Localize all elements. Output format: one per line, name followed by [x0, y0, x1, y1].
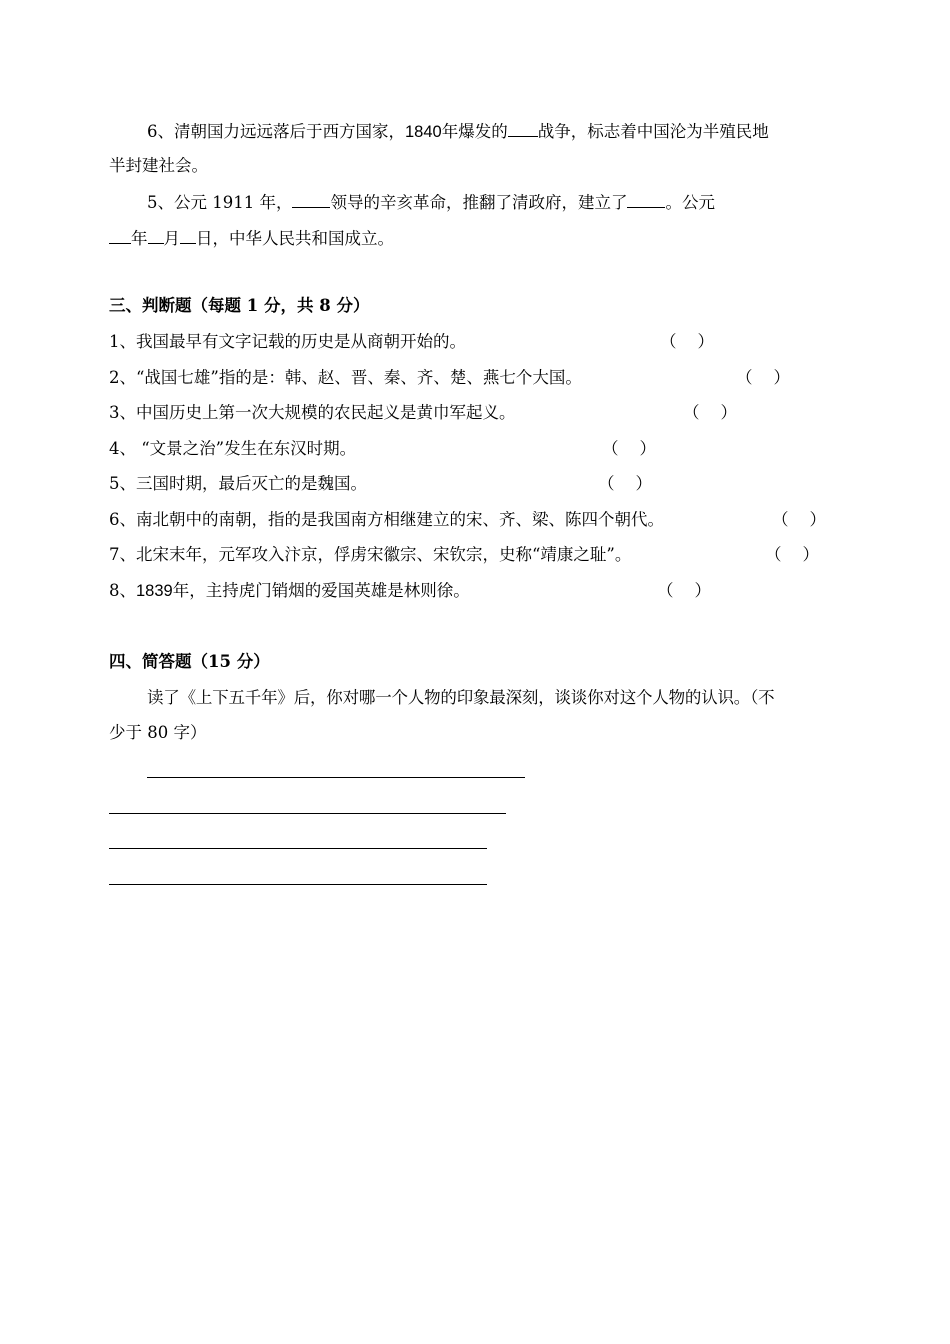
question-5-blank-month[interactable]: [148, 227, 164, 244]
judge-item-4: 4、 “文景之治”发生在东汉时期。: [109, 439, 357, 458]
question-6-year: 1840: [405, 123, 442, 141]
judge-answer-4[interactable]: （ ）: [602, 439, 656, 458]
judge-item-6: 6、南北朝中的南朝，指的是我国南方相继建立的宋、齐、梁、陈四个朝代。: [109, 510, 664, 529]
question-6-text-c: 战争，标志着中国沦为半殖民地: [537, 122, 769, 141]
judge-item-3: 3、中国历史上第一次大规模的农民起义是黄巾军起义。: [109, 403, 516, 422]
judge-item-7: 7、北宋末年，元军攻入汴京，俘虏宋徽宗、宋钦宗，史称“靖康之耻”。: [109, 545, 632, 564]
question-5-text-e: 月: [163, 229, 180, 248]
essay-prompt-line-2: 少于 80 字）: [109, 723, 207, 742]
judge-answer-8[interactable]: （ ）: [657, 581, 711, 600]
question-5-text-b: 领导的辛亥革命，推翻了清政府，建立了: [330, 193, 628, 212]
question-6-line-1: [147, 120, 769, 142]
question-6-text-d: 半封建社会。: [109, 156, 208, 175]
answer-line-3[interactable]: [109, 848, 487, 849]
essay-prompt-line-1: 读了《上下五千年》后，你对哪一个人物的印象最深刻，谈谈你对这个人物的认识。（不: [147, 688, 775, 707]
question-6-line-2: [109, 156, 208, 176]
judge-item-8-year: 1839: [136, 582, 173, 600]
judge-answer-2[interactable]: （ ）: [736, 368, 790, 387]
judge-answer-3[interactable]: （ ）: [683, 403, 737, 422]
section-3-heading: 三、判断题（每题 1 分，共 8 分）: [109, 296, 370, 315]
question-5-text-d: 年: [131, 229, 148, 248]
question-5-text-f: 日，中华人民共和国成立。: [196, 229, 394, 248]
question-5-blank-year[interactable]: [109, 227, 131, 244]
judge-item-5: 5、三国时期，最后灭亡的是魏国。: [109, 474, 367, 493]
judge-item-1: 1、我国最早有文字记载的历史是从商朝开始的。: [109, 332, 466, 351]
question-5-text-a: 5、公元 1911 年，: [147, 193, 293, 212]
question-5-blank-leader[interactable]: [292, 191, 330, 208]
judge-item-8-prefix: 8、: [109, 581, 136, 600]
judge-answer-6[interactable]: （ ）: [772, 510, 826, 529]
judge-answer-7[interactable]: （ ）: [765, 545, 819, 564]
section-4-heading: 四、简答题（15 分）: [109, 652, 270, 671]
question-5-line-2: [109, 227, 394, 249]
answer-line-1[interactable]: [147, 777, 525, 778]
answer-line-2[interactable]: [109, 813, 506, 814]
question-6-text-a: 6、清朝国力远远落后于西方国家，: [147, 122, 405, 141]
question-5-line-1: [147, 191, 715, 213]
question-6-blank[interactable]: [508, 120, 538, 137]
answer-line-4[interactable]: [109, 884, 487, 885]
question-5-text-c: 。公元: [665, 193, 715, 212]
judge-answer-1[interactable]: （ ）: [660, 332, 714, 351]
judge-answer-5[interactable]: （ ）: [598, 474, 652, 493]
judge-item-8: [109, 581, 470, 601]
judge-item-8-suffix: 年，主持虎门销烟的爱国英雄是林则徐。: [172, 581, 470, 600]
question-5-blank-day[interactable]: [180, 227, 196, 244]
judge-item-2: 2、“战国七雄”指的是：韩、赵、晋、秦、齐、楚、燕七个大国。: [109, 368, 582, 387]
question-5-blank-country[interactable]: [627, 191, 665, 208]
question-6-text-b: 年爆发的: [441, 122, 508, 141]
